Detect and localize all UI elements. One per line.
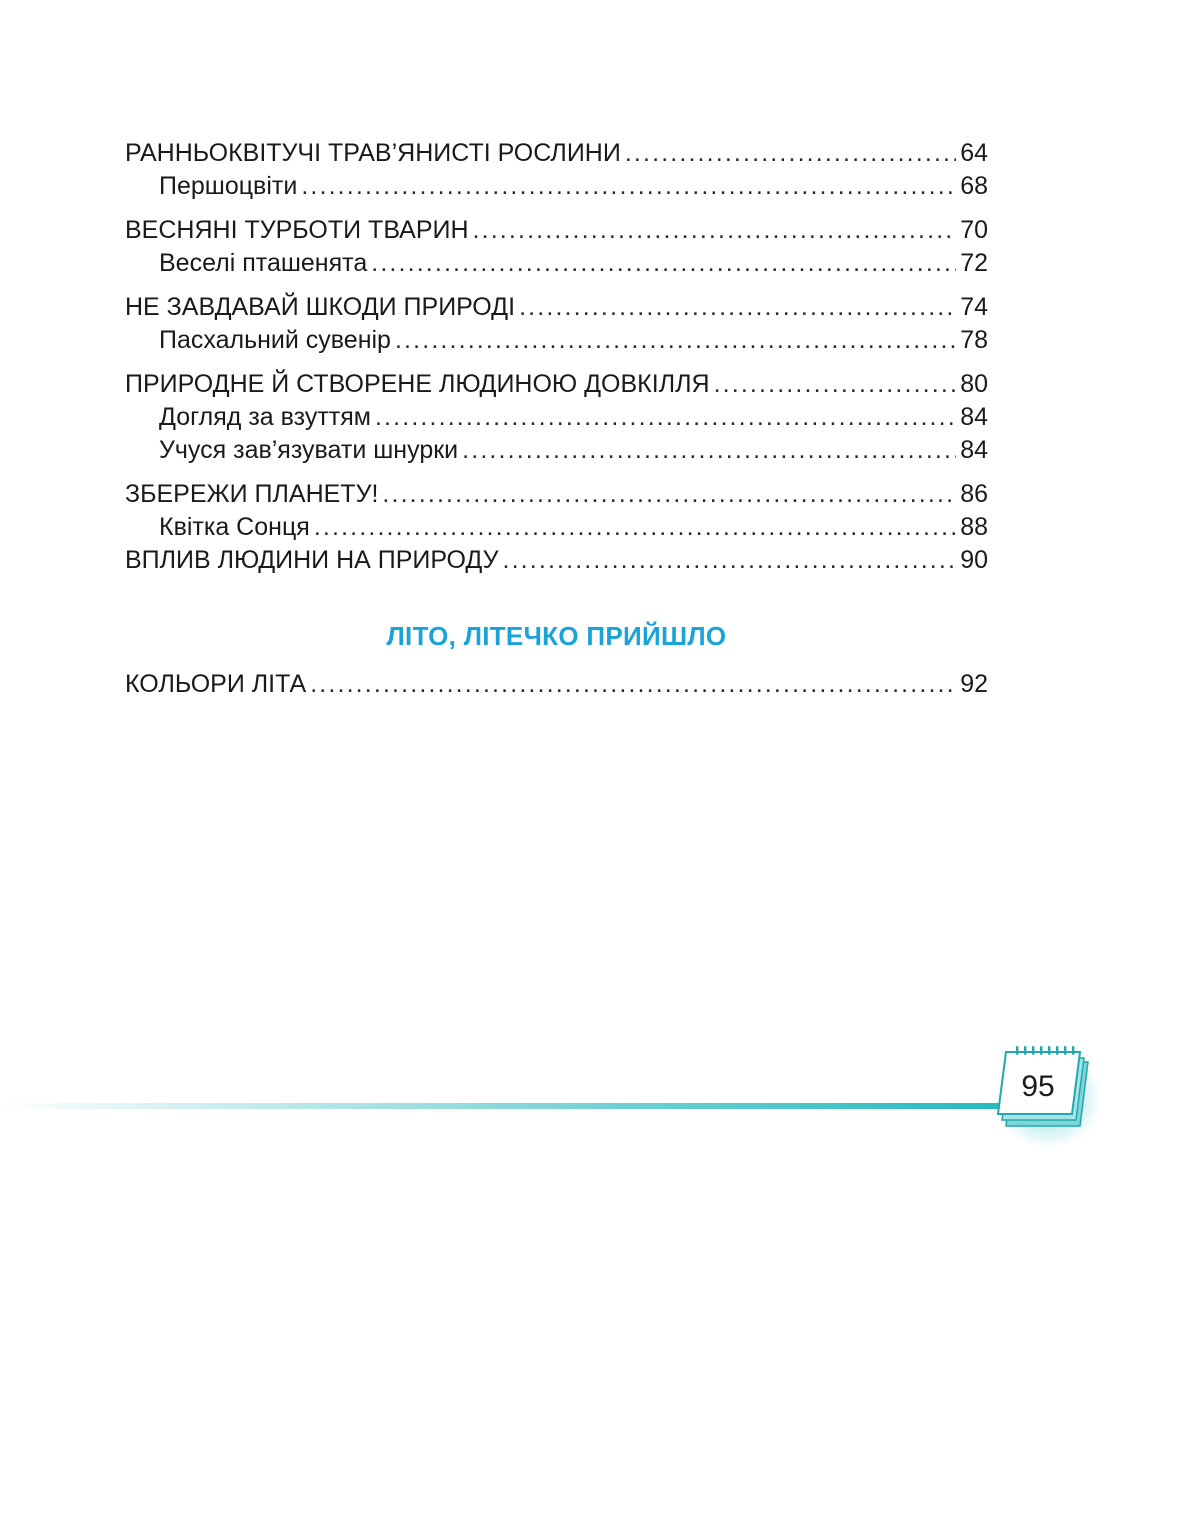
- dot-leader: [714, 368, 957, 401]
- toc-entry[interactable]: [125, 544, 988, 577]
- toc-entry-page: 64: [960, 139, 988, 167]
- dot-leader: [473, 214, 957, 247]
- dot-leader: [462, 434, 956, 467]
- toc-entry-page: 80: [960, 370, 988, 398]
- dot-leader: [371, 247, 956, 280]
- toc-subentry[interactable]: [125, 401, 988, 434]
- toc-entry-title: Догляд за взуттям: [159, 403, 371, 431]
- dot-leader: [314, 511, 956, 544]
- dot-leader: [310, 668, 956, 701]
- footer-divider: [0, 1103, 1030, 1109]
- section-heading: ЛІТО, ЛІТЕЧКО ПРИЙШЛО: [386, 621, 727, 651]
- toc-entry-title: ВПЛИВ ЛЮДИНИ НА ПРИРОДУ: [125, 546, 499, 574]
- dot-leader: [395, 324, 956, 357]
- toc-entry-page: 78: [960, 326, 988, 354]
- toc-subentry[interactable]: [125, 324, 988, 357]
- toc-entry[interactable]: [125, 368, 988, 401]
- toc-entry-page: 86: [960, 480, 988, 508]
- dot-leader: [375, 401, 956, 434]
- dot-leader: [502, 544, 956, 577]
- toc-entry-title: КОЛЬОРИ ЛІТА: [125, 670, 307, 698]
- dot-leader: [625, 137, 956, 170]
- toc-entry-title: Квітка Сонця: [159, 513, 310, 541]
- dot-leader: [519, 291, 956, 324]
- toc-entry-page: 72: [960, 249, 988, 277]
- dot-leader: [382, 478, 956, 511]
- toc-subentry[interactable]: [125, 247, 988, 280]
- toc-entry-title: Веселі пташенята: [159, 249, 368, 277]
- toc-entry-title: ПРИРОДНЕ Й СТВОРЕНЕ ЛЮДИНОЮ ДОВКІЛЛЯ: [125, 370, 710, 398]
- toc-entry-page: 74: [960, 293, 988, 321]
- toc-entry[interactable]: [125, 137, 988, 170]
- toc-entry[interactable]: [125, 478, 988, 511]
- table-of-contents: [125, 137, 988, 577]
- toc-entry-page: 92: [960, 670, 988, 698]
- toc-entry-title: НЕ ЗАВДАВАЙ ШКОДИ ПРИРОДІ: [125, 293, 516, 321]
- toc-entry-page: 84: [960, 436, 988, 464]
- notepad-icon: [990, 1040, 1100, 1150]
- toc-entry-title: ВЕСНЯНІ ТУРБОТИ ТВАРИН: [125, 216, 469, 244]
- page-number-badge: [990, 1040, 1100, 1150]
- toc-entry-title: Учуся зав’язувати шнурки: [159, 436, 459, 464]
- toc-entry-page: 70: [960, 216, 988, 244]
- toc-subentry[interactable]: [125, 434, 988, 467]
- toc-entry[interactable]: [125, 291, 988, 324]
- toc-entry-page: 84: [960, 403, 988, 431]
- toc-entry[interactable]: [125, 214, 988, 247]
- toc-entry-page: 68: [960, 172, 988, 200]
- toc-entry-page: 90: [960, 546, 988, 574]
- toc-entry[interactable]: [125, 668, 988, 701]
- toc-entry-title: РАННЬОКВІТУЧІ ТРАВ’ЯНИСТІ РОСЛИНИ: [125, 139, 621, 167]
- toc-entry-title: ЗБЕРЕЖИ ПЛАНЕТУ!: [125, 480, 379, 508]
- toc-subentry[interactable]: [125, 170, 988, 203]
- toc-entry-title: Пасхальний сувенір: [159, 326, 391, 354]
- toc-entry-page: 88: [960, 513, 988, 541]
- page-number: 95: [1021, 1070, 1055, 1103]
- toc-subentry[interactable]: [125, 511, 988, 544]
- dot-leader: [301, 170, 956, 203]
- section-contents: [125, 668, 988, 701]
- toc-entry-title: Першоцвіти: [159, 172, 298, 200]
